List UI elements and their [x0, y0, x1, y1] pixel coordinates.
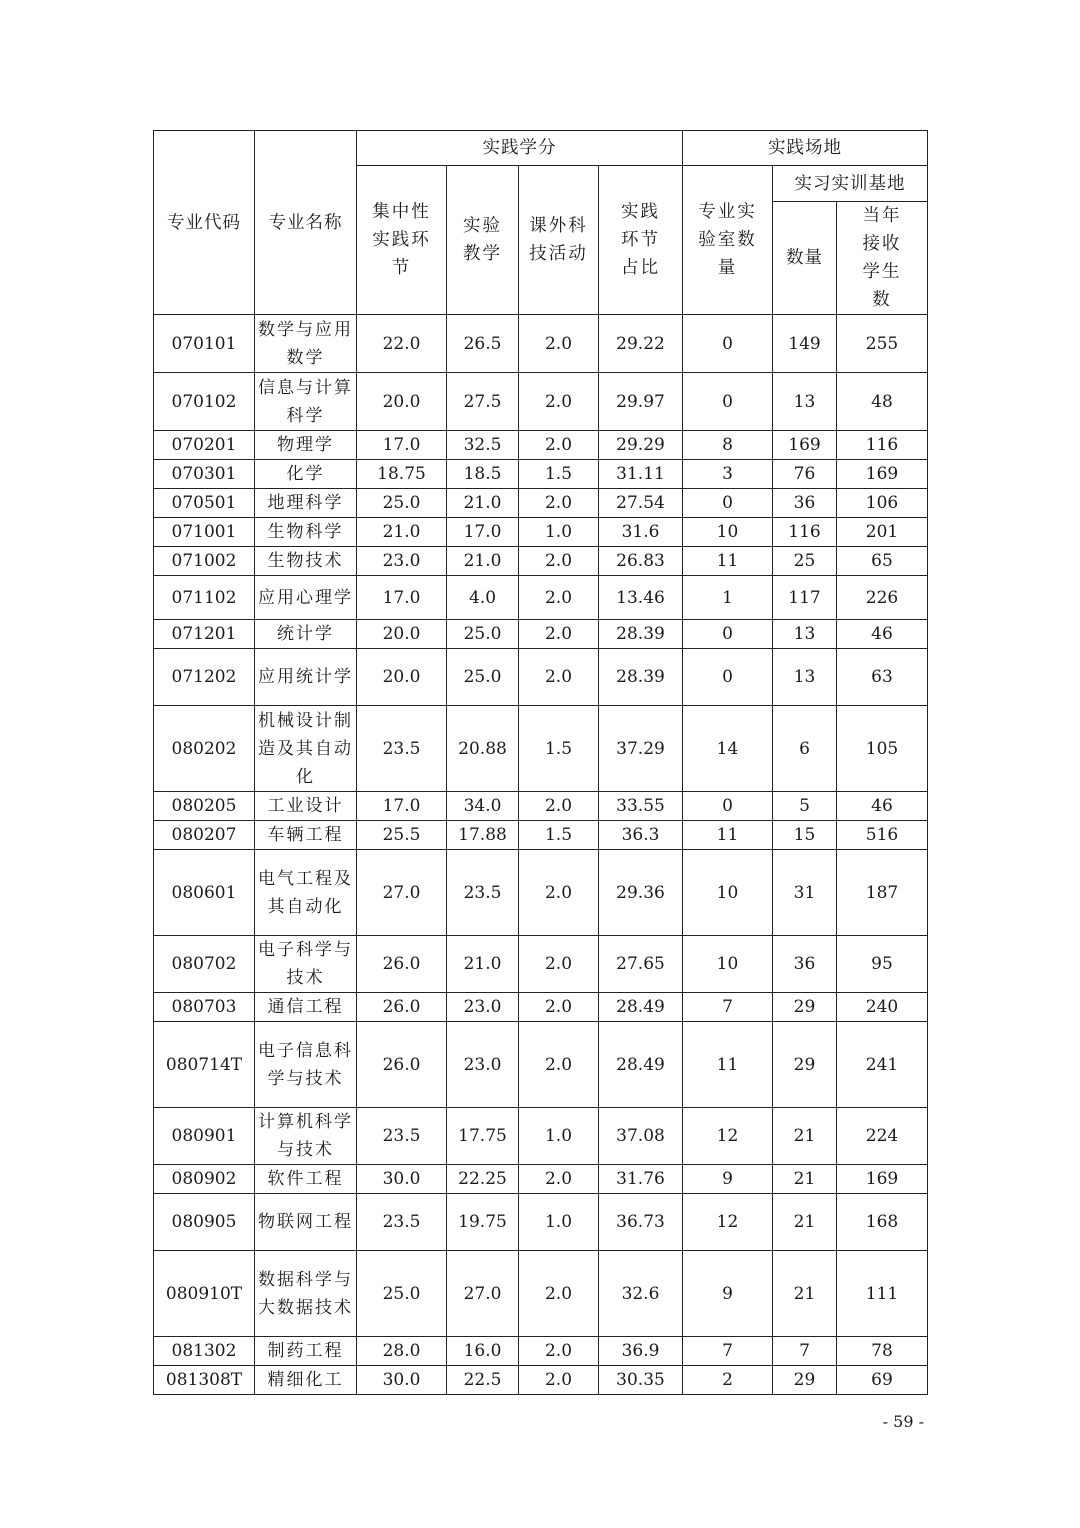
cell-experiment: 17.88	[447, 821, 519, 850]
cell-concentrated: 23.5	[357, 706, 447, 792]
cell-labs: 14	[683, 706, 773, 792]
cell-experiment: 22.5	[447, 1366, 519, 1395]
cell-code: 081302	[154, 1337, 255, 1366]
table-row	[154, 1022, 928, 1108]
cell-students: 111	[837, 1251, 928, 1337]
cell-concentrated: 22.0	[357, 315, 447, 373]
cell-concentrated: 17.0	[357, 576, 447, 620]
cell-labs: 1	[683, 576, 773, 620]
cell-code: 070301	[154, 460, 255, 489]
cell-concentrated: 20.0	[357, 649, 447, 706]
cell-ratio: 36.3	[599, 821, 683, 850]
cell-labs: 0	[683, 649, 773, 706]
cell-base-count: 25	[773, 547, 837, 576]
cell-code: 080901	[154, 1108, 255, 1165]
cell-name: 信息与计算科学	[255, 373, 357, 431]
cell-code: 070101	[154, 315, 255, 373]
cell-labs: 12	[683, 1194, 773, 1251]
cell-labs: 10	[683, 936, 773, 993]
cell-name: 化学	[255, 460, 357, 489]
cell-name: 电子科学与技术	[255, 936, 357, 993]
cell-base-count: 29	[773, 1366, 837, 1395]
cell-name: 应用统计学	[255, 649, 357, 706]
cell-concentrated: 17.0	[357, 431, 447, 460]
cell-extracurricular: 1.5	[519, 821, 599, 850]
cell-experiment: 23.0	[447, 993, 519, 1022]
cell-code: 080601	[154, 850, 255, 936]
page-number: - 59 -	[882, 1412, 924, 1431]
cell-ratio: 26.83	[599, 547, 683, 576]
cell-extracurricular: 2.0	[519, 315, 599, 373]
cell-students: 95	[837, 936, 928, 993]
cell-code: 071201	[154, 620, 255, 649]
cell-extracurricular: 1.0	[519, 1194, 599, 1251]
cell-concentrated: 20.0	[357, 620, 447, 649]
cell-extracurricular: 2.0	[519, 1337, 599, 1366]
cell-experiment: 16.0	[447, 1337, 519, 1366]
cell-labs: 0	[683, 489, 773, 518]
cell-concentrated: 18.75	[357, 460, 447, 489]
cell-labs: 8	[683, 431, 773, 460]
table-header	[154, 131, 928, 315]
cell-base-count: 21	[773, 1194, 837, 1251]
cell-ratio: 31.76	[599, 1165, 683, 1194]
table-row	[154, 518, 928, 547]
header-concentrated-label: 集中性实践环节	[372, 202, 431, 278]
header-name: 专业名称	[255, 131, 357, 315]
cell-experiment: 25.0	[447, 620, 519, 649]
cell-name: 物理学	[255, 431, 357, 460]
cell-base-count: 169	[773, 431, 837, 460]
header-bases-group: 实习实训基地	[773, 166, 928, 202]
cell-code: 080207	[154, 821, 255, 850]
table-row	[154, 1165, 928, 1194]
cell-code: 080902	[154, 1165, 255, 1194]
header-students-label: 当年接收学生数	[862, 206, 902, 310]
cell-extracurricular: 2.0	[519, 489, 599, 518]
cell-code: 071002	[154, 547, 255, 576]
cell-base-count: 7	[773, 1337, 837, 1366]
cell-concentrated: 21.0	[357, 518, 447, 547]
cell-extracurricular: 2.0	[519, 1366, 599, 1395]
cell-experiment: 27.5	[447, 373, 519, 431]
cell-code: 070102	[154, 373, 255, 431]
cell-name: 物联网工程	[255, 1194, 357, 1251]
table-row	[154, 373, 928, 431]
cell-ratio: 28.39	[599, 649, 683, 706]
cell-name: 数学与应用数学	[255, 315, 357, 373]
cell-ratio: 33.55	[599, 792, 683, 821]
cell-students: 240	[837, 993, 928, 1022]
cell-experiment: 22.25	[447, 1165, 519, 1194]
cell-base-count: 21	[773, 1251, 837, 1337]
cell-code: 070501	[154, 489, 255, 518]
cell-concentrated: 23.0	[357, 547, 447, 576]
cell-labs: 7	[683, 993, 773, 1022]
table-row	[154, 993, 928, 1022]
cell-ratio: 27.54	[599, 489, 683, 518]
cell-code: 080910T	[154, 1251, 255, 1337]
cell-ratio: 37.08	[599, 1108, 683, 1165]
cell-base-count: 36	[773, 936, 837, 993]
cell-base-count: 36	[773, 489, 837, 518]
cell-concentrated: 28.0	[357, 1337, 447, 1366]
cell-ratio: 13.46	[599, 576, 683, 620]
cell-students: 241	[837, 1022, 928, 1108]
cell-code: 080703	[154, 993, 255, 1022]
cell-extracurricular: 2.0	[519, 936, 599, 993]
cell-students: 169	[837, 1165, 928, 1194]
cell-students: 187	[837, 850, 928, 936]
cell-extracurricular: 2.0	[519, 1022, 599, 1108]
cell-labs: 0	[683, 620, 773, 649]
cell-concentrated: 23.5	[357, 1194, 447, 1251]
cell-ratio: 29.22	[599, 315, 683, 373]
header-concentrated	[357, 166, 447, 315]
cell-ratio: 31.6	[599, 518, 683, 547]
cell-concentrated: 25.0	[357, 489, 447, 518]
cell-code: 081308T	[154, 1366, 255, 1395]
cell-experiment: 21.0	[447, 936, 519, 993]
cell-extracurricular: 1.0	[519, 1108, 599, 1165]
cell-labs: 3	[683, 460, 773, 489]
table-row	[154, 431, 928, 460]
cell-experiment: 34.0	[447, 792, 519, 821]
cell-experiment: 32.5	[447, 431, 519, 460]
cell-name: 车辆工程	[255, 821, 357, 850]
cell-base-count: 6	[773, 706, 837, 792]
cell-base-count: 76	[773, 460, 837, 489]
cell-name: 软件工程	[255, 1165, 357, 1194]
cell-experiment: 20.88	[447, 706, 519, 792]
header-labs	[683, 166, 773, 315]
cell-extracurricular: 2.0	[519, 547, 599, 576]
table-row	[154, 1251, 928, 1337]
cell-name: 数据科学与大数据技术	[255, 1251, 357, 1337]
cell-extracurricular: 1.0	[519, 518, 599, 547]
header-credits-group: 实践学分	[357, 131, 683, 166]
table-row	[154, 850, 928, 936]
header-experiment-label: 实验教学	[463, 216, 502, 264]
cell-students: 224	[837, 1108, 928, 1165]
table-row	[154, 460, 928, 489]
cell-ratio: 36.73	[599, 1194, 683, 1251]
cell-name: 统计学	[255, 620, 357, 649]
cell-extracurricular: 2.0	[519, 850, 599, 936]
cell-ratio: 30.35	[599, 1366, 683, 1395]
header-base-count: 数量	[773, 202, 837, 315]
cell-ratio: 29.29	[599, 431, 683, 460]
table-row	[154, 706, 928, 792]
cell-extracurricular: 2.0	[519, 792, 599, 821]
cell-name: 机械设计制造及其自动化	[255, 706, 357, 792]
cell-base-count: 13	[773, 373, 837, 431]
cell-base-count: 21	[773, 1165, 837, 1194]
cell-ratio: 36.9	[599, 1337, 683, 1366]
cell-code: 070201	[154, 431, 255, 460]
cell-labs: 11	[683, 1022, 773, 1108]
cell-base-count: 29	[773, 1022, 837, 1108]
table-row	[154, 489, 928, 518]
cell-base-count: 15	[773, 821, 837, 850]
cell-experiment: 18.5	[447, 460, 519, 489]
table-row	[154, 649, 928, 706]
cell-labs: 12	[683, 1108, 773, 1165]
cell-students: 46	[837, 620, 928, 649]
cell-labs: 11	[683, 821, 773, 850]
cell-labs: 9	[683, 1165, 773, 1194]
table-row	[154, 821, 928, 850]
cell-code: 071202	[154, 649, 255, 706]
cell-name: 通信工程	[255, 993, 357, 1022]
cell-name: 精细化工	[255, 1366, 357, 1395]
cell-ratio: 37.29	[599, 706, 683, 792]
cell-students: 169	[837, 460, 928, 489]
header-venue-group: 实践场地	[683, 131, 928, 166]
cell-concentrated: 26.0	[357, 936, 447, 993]
cell-extracurricular: 2.0	[519, 1165, 599, 1194]
cell-concentrated: 23.5	[357, 1108, 447, 1165]
cell-ratio: 29.97	[599, 373, 683, 431]
cell-concentrated: 27.0	[357, 850, 447, 936]
table-row	[154, 1366, 928, 1395]
cell-labs: 11	[683, 547, 773, 576]
table-row	[154, 547, 928, 576]
cell-experiment: 21.0	[447, 489, 519, 518]
cell-name: 生物技术	[255, 547, 357, 576]
cell-base-count: 117	[773, 576, 837, 620]
cell-name: 电子信息科学与技术	[255, 1022, 357, 1108]
cell-code: 071102	[154, 576, 255, 620]
cell-students: 226	[837, 576, 928, 620]
header-students	[837, 202, 928, 315]
cell-extracurricular: 1.5	[519, 706, 599, 792]
cell-students: 63	[837, 649, 928, 706]
cell-experiment: 23.0	[447, 1022, 519, 1108]
cell-ratio: 27.65	[599, 936, 683, 993]
cell-name: 地理科学	[255, 489, 357, 518]
header-extracurricular	[519, 166, 599, 315]
cell-labs: 7	[683, 1337, 773, 1366]
cell-experiment: 17.0	[447, 518, 519, 547]
cell-name: 生物科学	[255, 518, 357, 547]
cell-experiment: 26.5	[447, 315, 519, 373]
table-row	[154, 620, 928, 649]
cell-base-count: 5	[773, 792, 837, 821]
cell-experiment: 25.0	[447, 649, 519, 706]
cell-labs: 0	[683, 315, 773, 373]
cell-ratio: 28.49	[599, 993, 683, 1022]
header-ratio	[599, 166, 683, 315]
cell-students: 65	[837, 547, 928, 576]
cell-name: 制药工程	[255, 1337, 357, 1366]
cell-ratio: 28.49	[599, 1022, 683, 1108]
cell-labs: 10	[683, 518, 773, 547]
cell-name: 应用心理学	[255, 576, 357, 620]
cell-extracurricular: 2.0	[519, 620, 599, 649]
cell-students: 116	[837, 431, 928, 460]
cell-students: 106	[837, 489, 928, 518]
cell-students: 516	[837, 821, 928, 850]
cell-experiment: 19.75	[447, 1194, 519, 1251]
practice-table	[153, 130, 928, 1395]
cell-code: 071001	[154, 518, 255, 547]
cell-base-count: 31	[773, 850, 837, 936]
cell-base-count: 13	[773, 649, 837, 706]
header-experiment	[447, 166, 519, 315]
cell-base-count: 21	[773, 1108, 837, 1165]
table-row	[154, 1108, 928, 1165]
cell-base-count: 29	[773, 993, 837, 1022]
cell-concentrated: 17.0	[357, 792, 447, 821]
table-row	[154, 1194, 928, 1251]
cell-extracurricular: 2.0	[519, 993, 599, 1022]
cell-name: 电气工程及其自动化	[255, 850, 357, 936]
cell-labs: 0	[683, 373, 773, 431]
table-row	[154, 792, 928, 821]
cell-concentrated: 25.5	[357, 821, 447, 850]
cell-name: 计算机科学与技术	[255, 1108, 357, 1165]
cell-experiment: 21.0	[447, 547, 519, 576]
cell-code: 080202	[154, 706, 255, 792]
cell-ratio: 29.36	[599, 850, 683, 936]
cell-concentrated: 26.0	[357, 993, 447, 1022]
cell-code: 080205	[154, 792, 255, 821]
cell-students: 48	[837, 373, 928, 431]
cell-extracurricular: 2.0	[519, 373, 599, 431]
cell-extracurricular: 2.0	[519, 1251, 599, 1337]
cell-code: 080714T	[154, 1022, 255, 1108]
cell-base-count: 149	[773, 315, 837, 373]
table-body	[154, 315, 928, 1395]
cell-ratio: 32.6	[599, 1251, 683, 1337]
cell-code: 080702	[154, 936, 255, 993]
cell-students: 168	[837, 1194, 928, 1251]
table-row	[154, 315, 928, 373]
cell-students: 78	[837, 1337, 928, 1366]
cell-concentrated: 30.0	[357, 1165, 447, 1194]
header-ratio-label: 实践环节占比	[621, 202, 660, 278]
cell-concentrated: 25.0	[357, 1251, 447, 1337]
cell-experiment: 17.75	[447, 1108, 519, 1165]
cell-labs: 0	[683, 792, 773, 821]
cell-extracurricular: 1.5	[519, 460, 599, 489]
header-code: 专业代码	[154, 131, 255, 315]
cell-students: 46	[837, 792, 928, 821]
cell-extracurricular: 2.0	[519, 431, 599, 460]
cell-students: 201	[837, 518, 928, 547]
cell-extracurricular: 2.0	[519, 576, 599, 620]
cell-extracurricular: 2.0	[519, 649, 599, 706]
table-row	[154, 1337, 928, 1366]
header-labs-label: 专业实验室数量	[698, 202, 757, 278]
cell-students: 105	[837, 706, 928, 792]
cell-students: 255	[837, 315, 928, 373]
cell-experiment: 27.0	[447, 1251, 519, 1337]
cell-base-count: 116	[773, 518, 837, 547]
cell-ratio: 31.11	[599, 460, 683, 489]
cell-concentrated: 20.0	[357, 373, 447, 431]
cell-name: 工业设计	[255, 792, 357, 821]
table-row	[154, 936, 928, 993]
cell-concentrated: 26.0	[357, 1022, 447, 1108]
cell-experiment: 23.5	[447, 850, 519, 936]
header-extracurricular-label: 课外科技活动	[529, 216, 588, 264]
cell-labs: 2	[683, 1366, 773, 1395]
cell-experiment: 4.0	[447, 576, 519, 620]
table-row	[154, 576, 928, 620]
cell-labs: 9	[683, 1251, 773, 1337]
cell-code: 080905	[154, 1194, 255, 1251]
cell-labs: 10	[683, 850, 773, 936]
cell-students: 69	[837, 1366, 928, 1395]
cell-ratio: 28.39	[599, 620, 683, 649]
cell-concentrated: 30.0	[357, 1366, 447, 1395]
cell-base-count: 13	[773, 620, 837, 649]
